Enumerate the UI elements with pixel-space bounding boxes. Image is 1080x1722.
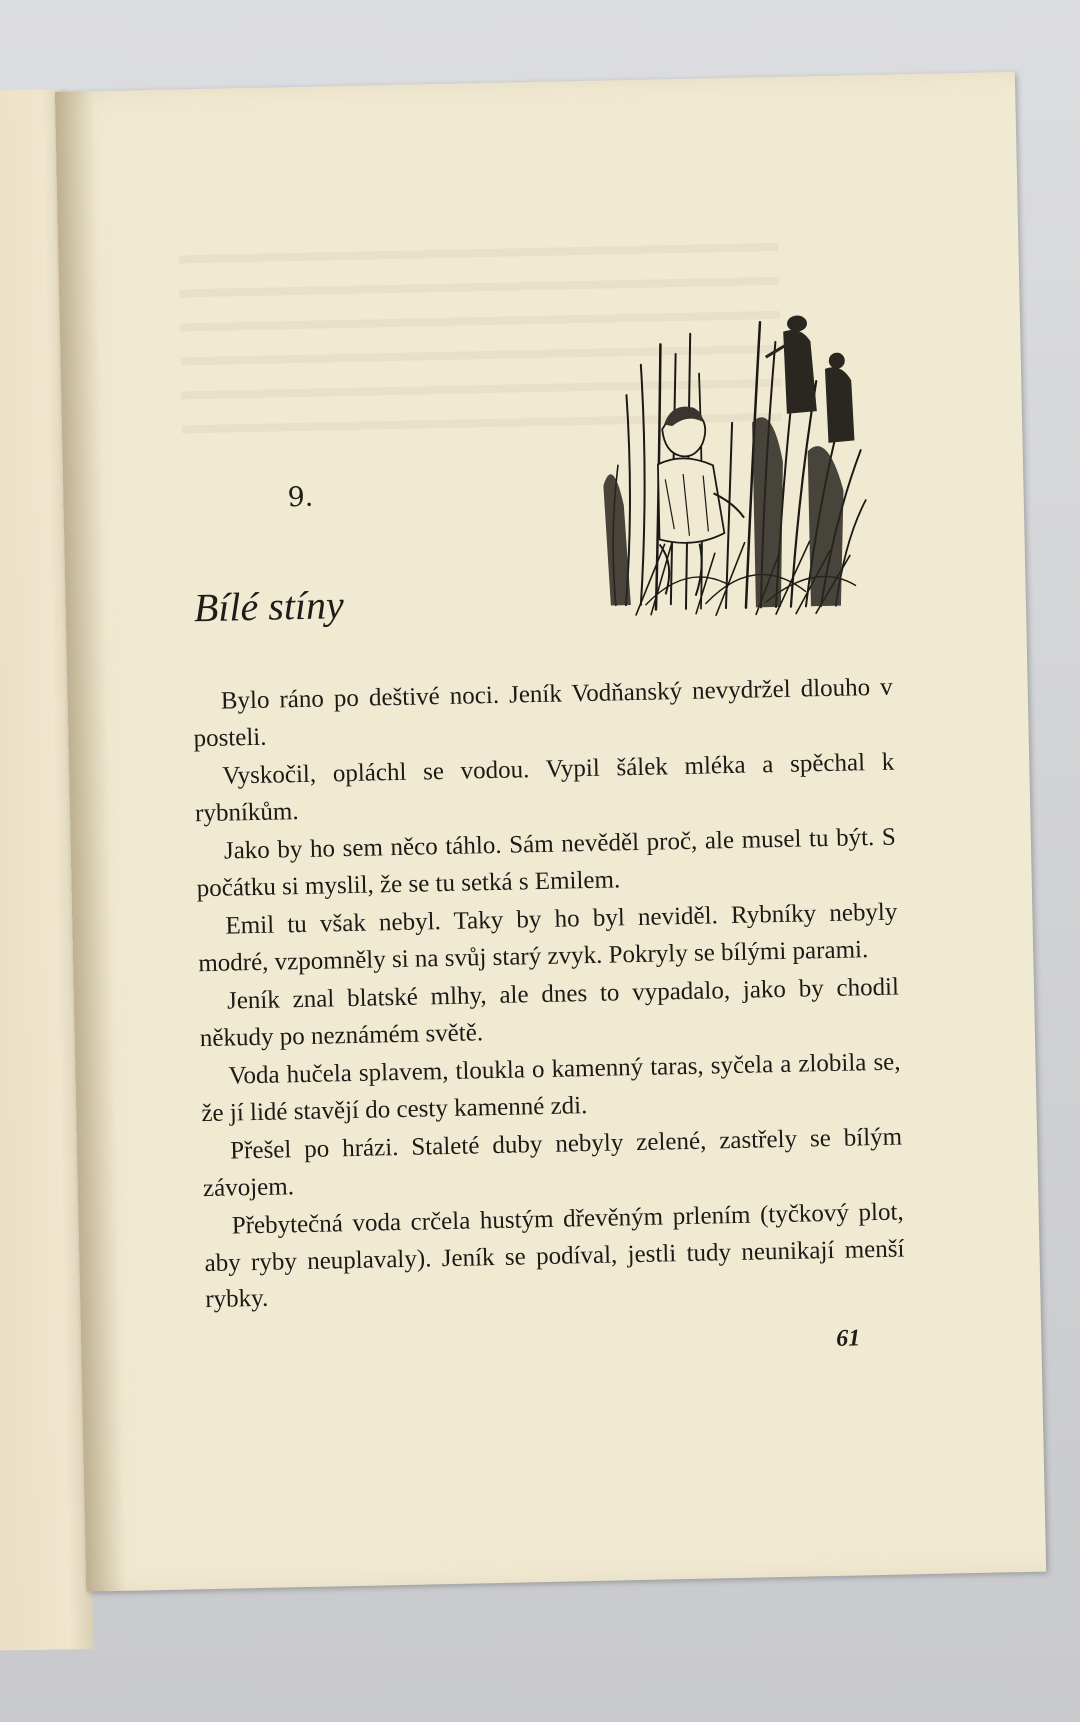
reeds-illustration	[600, 300, 877, 621]
book-page	[55, 72, 1046, 1592]
chapter-title: Bílé stíny	[193, 582, 345, 631]
chapter-number: 9.	[287, 481, 314, 514]
paragraph: Bylo ráno po deštivé noci. Jeník Vodňanský nevydržel dlouho v posteli.	[193, 673, 893, 752]
paragraph: Jako by ho sem něco táhlo. Sám nevěděl proč, ale musel tu být. S počátku si myslil, že se tu setká s Emilem.	[196, 823, 897, 902]
paragraph: Přebytečná voda crčela hustým dřevěným prlením (tyčkový plot, aby ryby neuplavaly). Jeník se podíval, jestli tudy neunikají menší rybky.	[204, 1198, 905, 1314]
body-text	[192, 670, 905, 1321]
paragraph: Voda hučela splavem, tloukla o kamenný taras, syčela a zlobila se, že jí lidé stavějí do cesty kamenné zdi.	[201, 1048, 901, 1127]
paragraph: Emil tu však nebyl. Taky by ho byl neviděl. Rybníky nebyly modré, vzpomněly si na svůj starý zvyk. Pokryly se bílými parami.	[197, 898, 898, 977]
paragraph: Vyskočil, opláchl se vodou. Vypil šálek mléka a spěchal k rybníkům.	[194, 748, 895, 827]
page-number: 61	[836, 1325, 861, 1352]
paragraph: Jeník znal blatské mlhy, ale dnes to vypadalo, jako by chodil někudy po neznámém světě.	[199, 973, 900, 1052]
paragraph: Přešel po hrázi. Staleté duby nebyly zelené, zastřely se bílým závojem.	[202, 1123, 903, 1202]
